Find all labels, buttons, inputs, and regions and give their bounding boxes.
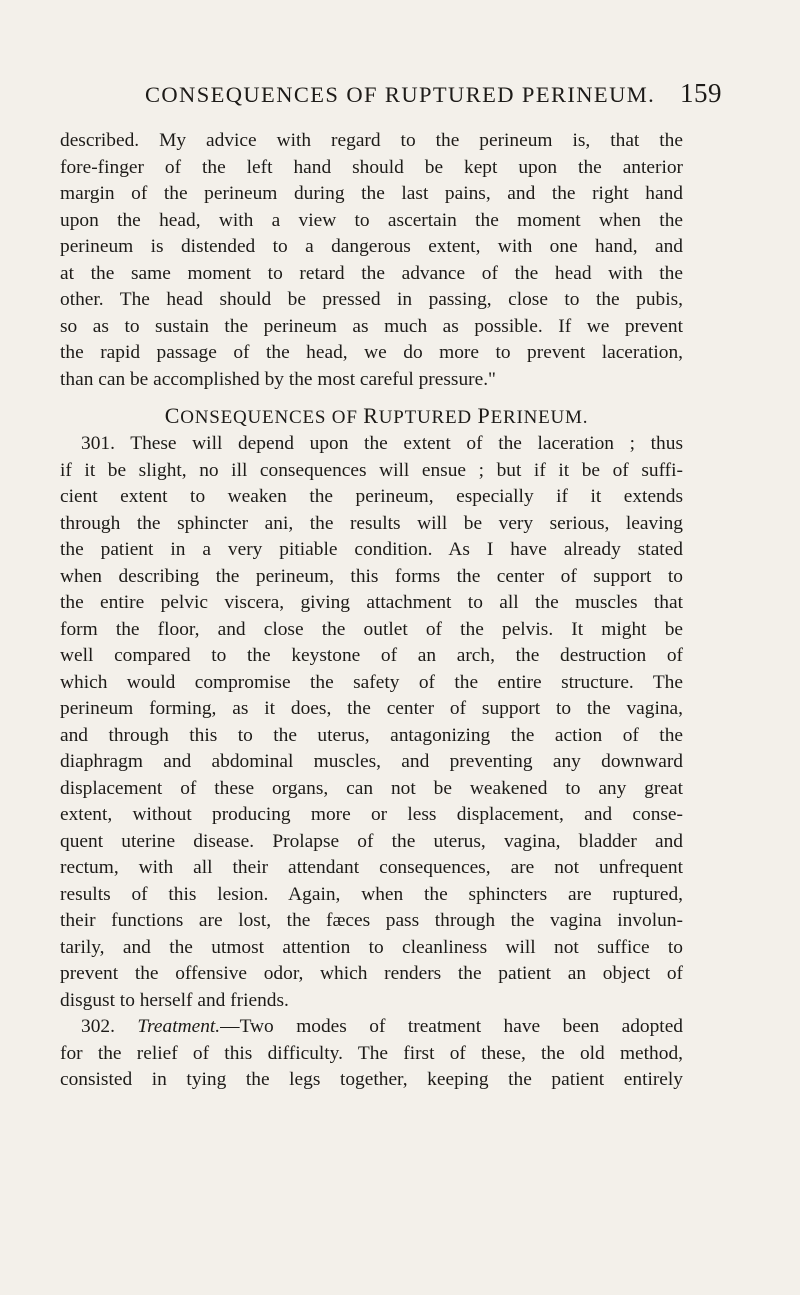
text-line: form the floor, and close the outlet of the pelvis. It might be (60, 618, 683, 640)
text-line: extent, without producing more or less displacement, and conse- (60, 804, 683, 825)
text-line: perineum forming, as it does, the center of support to the vagina, (60, 698, 683, 719)
text-line: their functions are lost, the fæces pass through the vagina involun- (60, 910, 683, 931)
text-line: rectum, with all their attendant consequences, are not unfrequent (60, 857, 683, 878)
text-line: margin of the perineum during the last pains, and the right hand (60, 183, 683, 204)
text-line: upon the head, with a view to ascertain the moment when the (60, 209, 683, 231)
page-number: 159 (680, 78, 722, 108)
text-line: at the same moment to retard the advance of the head with the (60, 262, 683, 284)
text-line: through the sphincter ani, the results will be very serious, leaving (60, 512, 683, 534)
text-line: results of this lesion. Again, when the sphincters are ruptured, (60, 883, 683, 905)
text-line: disgust to herself and friends. (60, 989, 289, 1011)
text-line: prevent the offensive odor, which renders the patient an object of (60, 963, 683, 984)
treatment-title: Treatment. (137, 1016, 221, 1037)
text-line: tarily, and the utmost attention to cleanliness will not suffice to (60, 936, 683, 958)
paragraph-302 (60, 1014, 683, 1094)
text-line: well compared to the keystone of an arch, the destruction of (60, 645, 683, 666)
text-line: 302. Treatment.—Two modes of treatment have been adopted (81, 1016, 683, 1037)
text-line: the entire pelvic viscera, giving attachment to all the muscles that (60, 592, 683, 613)
text-line: diaphragm and abdominal muscles, and preventing any downward (60, 751, 683, 772)
text-line: quent uterine disease. Prolapse of the uterus, vagina, bladder and (60, 830, 683, 852)
text-line: consisted in tying the legs together, keeping the patient entirely (60, 1069, 683, 1090)
text-line: other. The head should be pressed in passing, close to the pubis, (60, 289, 683, 310)
text-line: the patient in a very pitiable condition. As I have already stated (60, 539, 683, 560)
section-heading: CONSEQUENCES OF RUPTURED PERINEUM. (164, 403, 589, 428)
text-line: described. My advice with regard to the perineum is, that the (60, 130, 683, 151)
text-line: which would compromise the safety of the entire structure. The (60, 671, 683, 693)
text-line: perineum is distended to a dangerous extent, with one hand, and (60, 236, 683, 257)
running-head: CONSEQUENCES OF RUPTURED PERINEUM. (145, 82, 656, 107)
text-line: displacement of these organs, can not be weakened to any great (60, 777, 683, 799)
text-line: cient extent to weaken the perineum, especially if it extends (60, 486, 683, 507)
text-line: than can be accomplished by the most careful pressure." (60, 368, 496, 390)
text-line: fore-finger of the left hand should be kept upon the anterior (60, 156, 683, 178)
text-line: if it be slight, no ill consequences will ensue ; but if it be of suffi- (60, 459, 683, 481)
text-line: 301. These will depend upon the extent of the laceration ; thus (81, 433, 683, 454)
text-line: and through this to the uterus, antagonizing the action of the (60, 724, 683, 746)
body-text (60, 128, 683, 1094)
text-line: the rapid passage of the head, we do more to prevent laceration, (60, 342, 683, 363)
paragraph-quote-end (60, 128, 683, 393)
paragraph-301 (60, 431, 683, 1014)
section-number: 302. (81, 1016, 115, 1037)
text-line: for the relief of this difficulty. The first of these, the old method, (60, 1042, 683, 1064)
text-line: when describing the perineum, this forms the center of support to (60, 565, 683, 587)
text-line: so as to sustain the perineum as much as possible. If we prevent (60, 315, 683, 337)
